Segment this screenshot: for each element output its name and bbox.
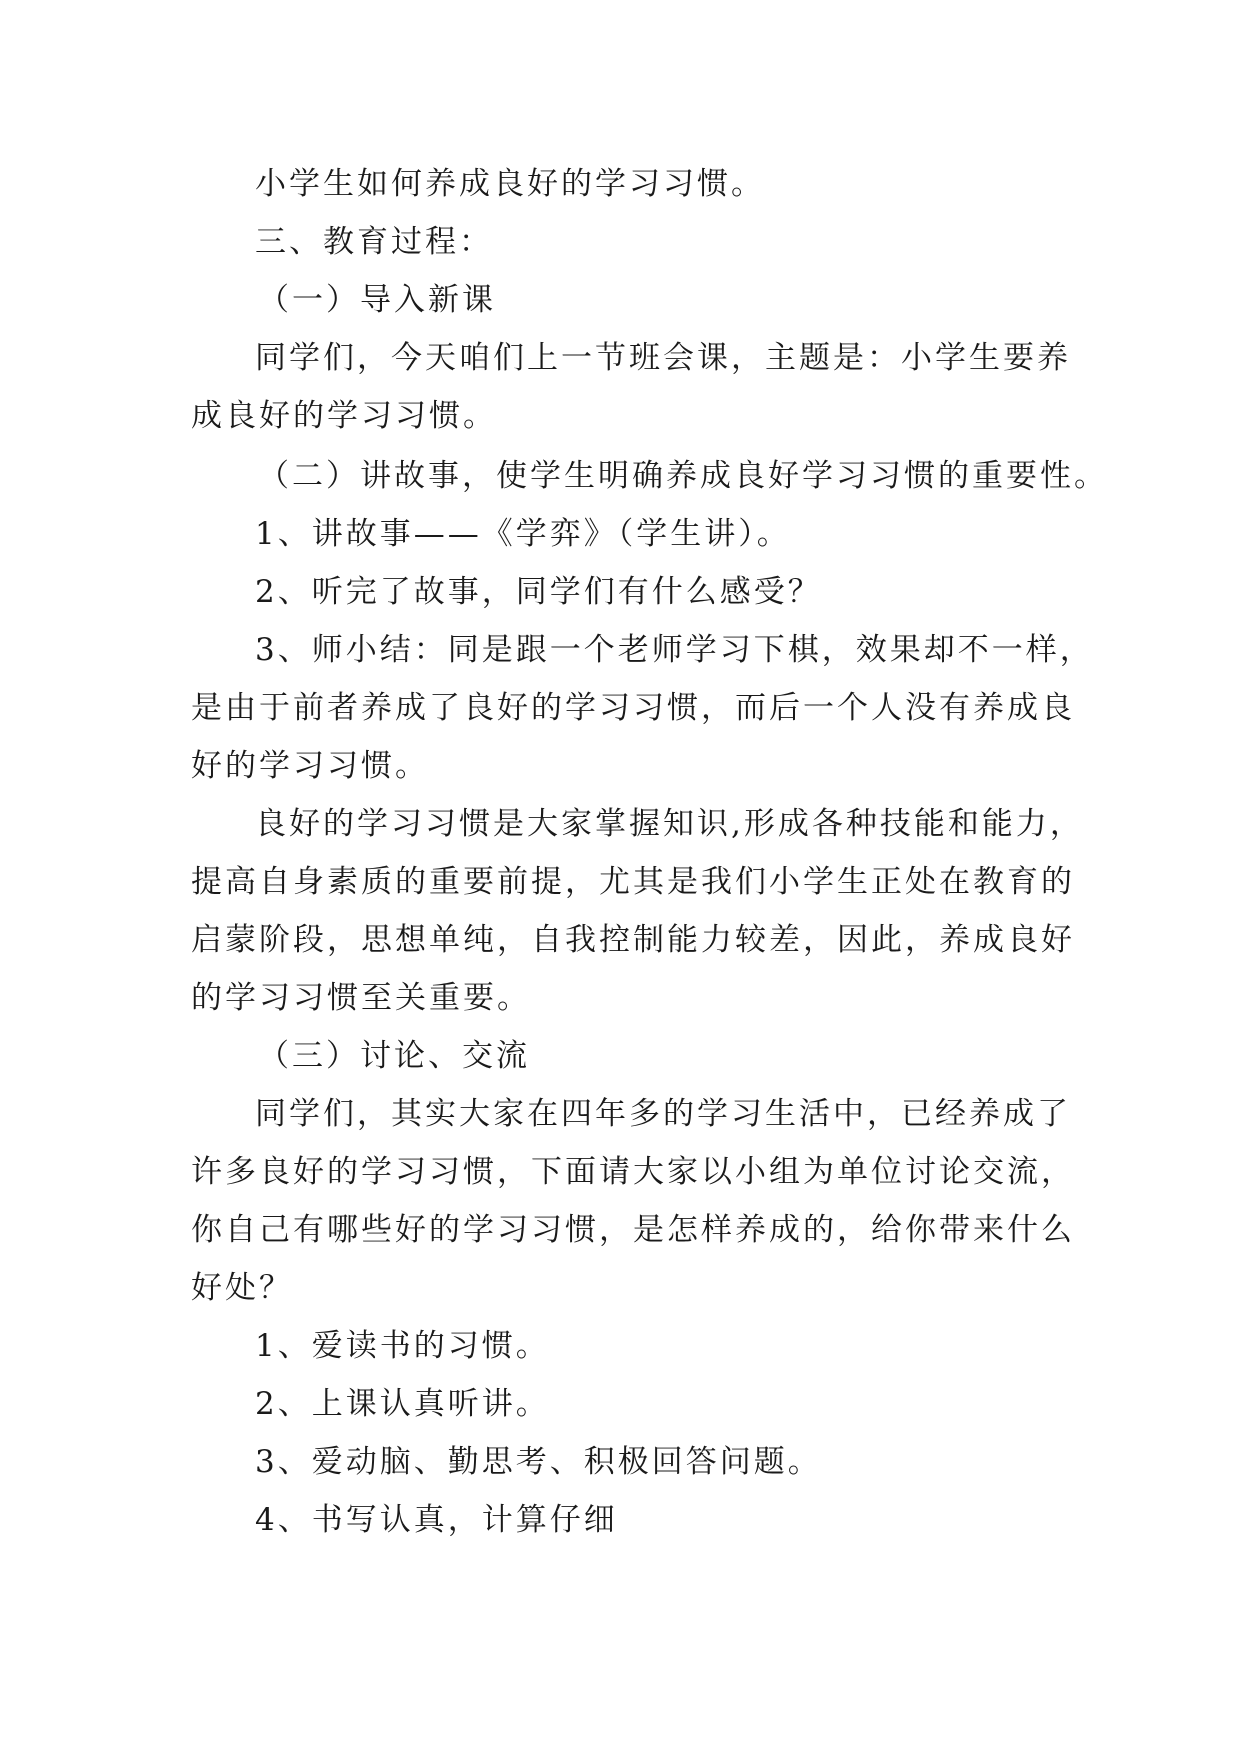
paragraph-line: 的学习习惯至关重要。 (191, 980, 531, 1016)
section-heading-3: 三、教育过程： (255, 224, 493, 260)
paragraph-line: 成良好的学习习惯。 (191, 398, 497, 434)
paragraph-line: 是由于前者养成了良好的学习习惯，而后一个人没有养成良 (191, 690, 1075, 726)
paragraph-line: 同学们，今天咱们上一节班会课，主题是：小学生要养 (255, 340, 1071, 376)
list-item: 3、师小结：同是跟一个老师学习下棋，效果却不一样， (255, 632, 1094, 668)
subsection-heading-1: （一）导入新课 (258, 282, 496, 318)
list-item: 1、讲故事——《学弈》（学生讲）。 (255, 516, 791, 552)
subsection-heading-3: （三）讨论、交流 (258, 1038, 530, 1074)
paragraph-line: 许多良好的学习习惯，下面请大家以小组为单位讨论交流， (191, 1154, 1075, 1190)
paragraph-line: 良好的学习习惯是大家掌握知识,形成各种技能和能力， (255, 806, 1084, 842)
paragraph-line: 你自己有哪些好的学习习惯，是怎样养成的，给你带来什么 (191, 1212, 1075, 1248)
list-item: 1、爱读书的习惯。 (255, 1328, 550, 1364)
subsection-heading-2: （二）讲故事，使学生明确养成良好学习习惯的重要性。 (258, 458, 1108, 494)
list-item: 2、上课认真听讲。 (255, 1386, 550, 1422)
text-line-1: 小学生如何养成良好的学习习惯。 (255, 166, 765, 202)
paragraph-line: 启蒙阶段，思想单纯，自我控制能力较差，因此，养成良好 (191, 922, 1075, 958)
list-item: 4、书写认真，计算仔细 (255, 1502, 618, 1538)
paragraph-line: 提高自身素质的重要前提，尤其是我们小学生正处在教育的 (191, 864, 1075, 900)
list-item: 2、听完了故事，同学们有什么感受？ (255, 574, 822, 610)
paragraph-line: 好处？ (191, 1270, 293, 1306)
list-item: 3、爱动脑、勤思考、积极回答问题。 (255, 1444, 822, 1480)
paragraph-line: 好的学习习惯。 (191, 748, 429, 784)
paragraph-line: 同学们，其实大家在四年多的学习生活中，已经养成了 (255, 1096, 1071, 1132)
